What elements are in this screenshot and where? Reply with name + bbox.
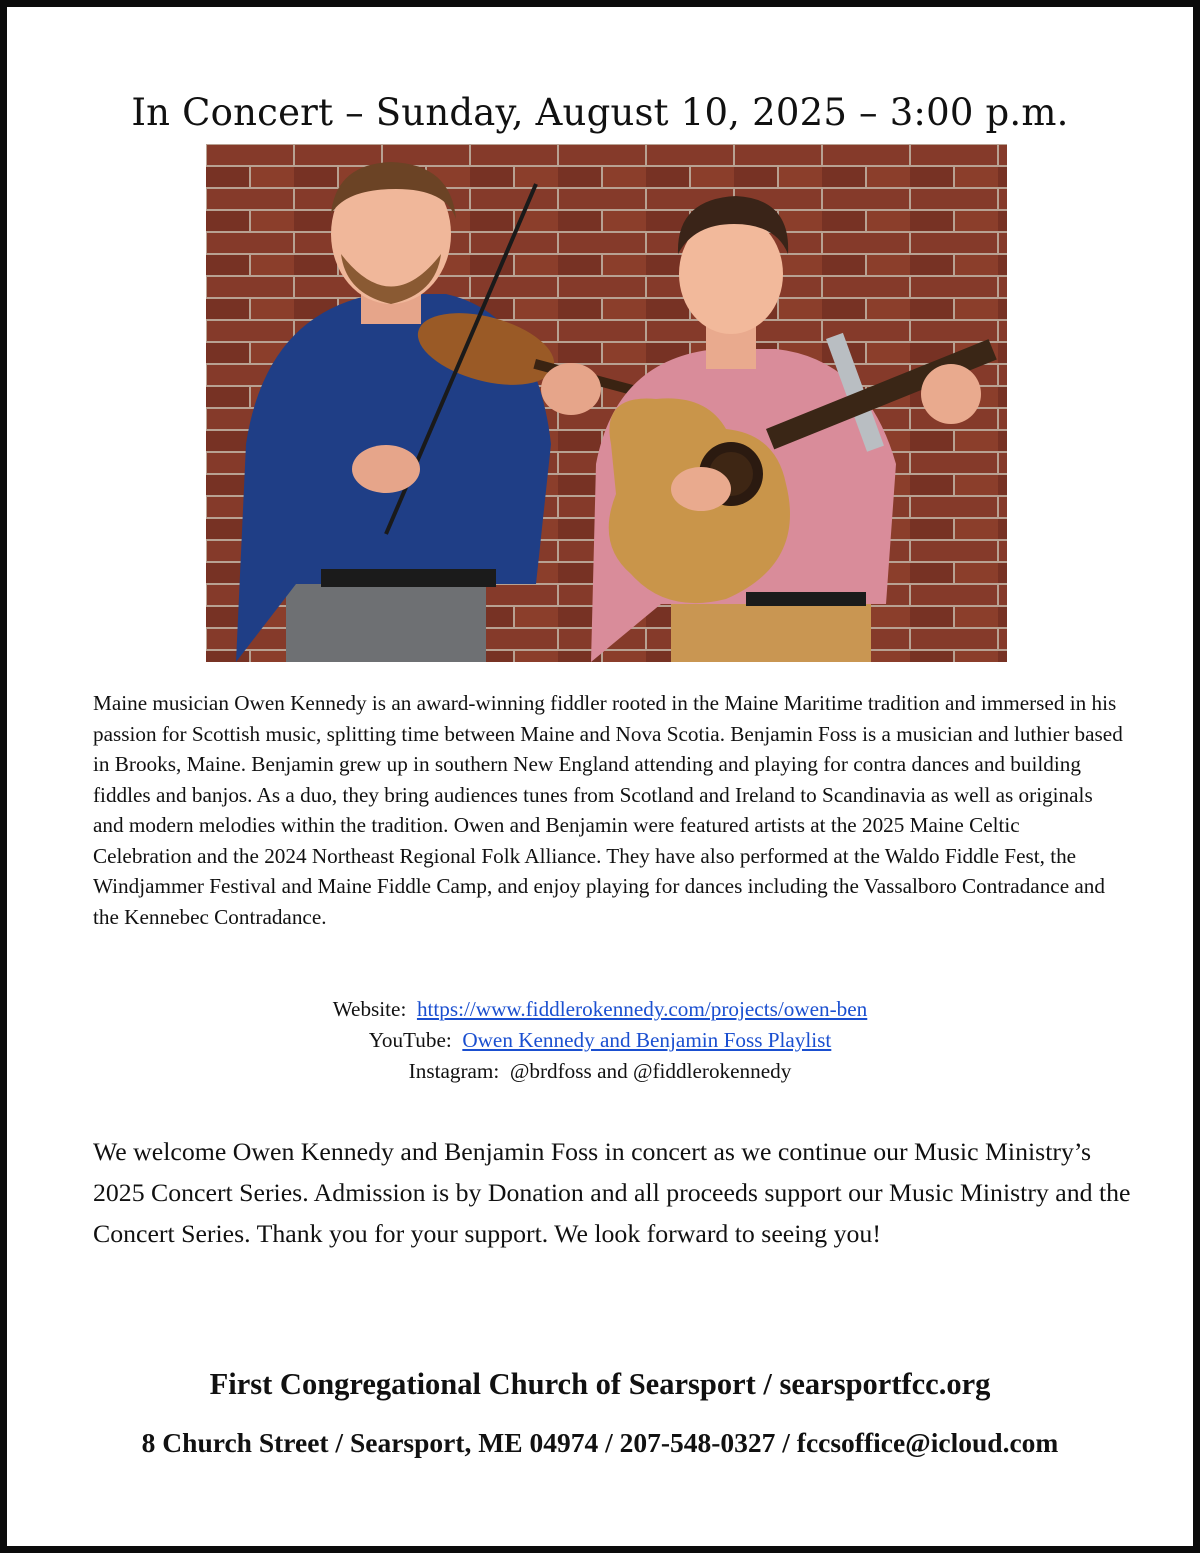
instagram-row bbox=[7, 1056, 1193, 1087]
website-row bbox=[7, 994, 1193, 1025]
duo-musicians-photo bbox=[206, 144, 1007, 662]
church-name-line: First Congregational Church of Searsport / searsportfcc.org bbox=[209, 1367, 991, 1401]
instagram-handles: @brdfoss and @fiddlerokennedy bbox=[509, 1059, 792, 1083]
instagram-label: Instagram: bbox=[408, 1059, 500, 1083]
website-label: Website: bbox=[332, 997, 407, 1021]
youtube-link[interactable]: Owen Kennedy and Benjamin Foss Playlist bbox=[462, 1028, 832, 1052]
youtube-row bbox=[7, 1025, 1193, 1056]
links-block bbox=[7, 994, 1193, 1087]
youtube-label: YouTube: bbox=[368, 1028, 452, 1052]
website-link[interactable]: https://www.fiddlerokennedy.com/projects/owen-ben bbox=[416, 997, 868, 1021]
page-title: In Concert – Sunday, August 10, 2025 – 3:00 p.m. bbox=[131, 91, 1069, 134]
biography-paragraph: Maine musician Owen Kennedy is an award-winning fiddler rooted in the Maine Maritime tradition and immersed in his passion for Scottish music, splitting time between Maine and Nova Scotia. Benjamin Foss is a musician and luthier based in Brooks, Maine. Benjamin grew up in southern New England attending and playing for contra dances and building fiddles and banjos. As a duo, they bring audiences tunes from Scotland and Ireland to Scandinavia as well as originals and modern melodies within the tradition. Owen and Benjamin were featured artists at the 2025 Maine Celtic Celebration and the 2024 Northeast Regional Folk Alliance. They have also performed at the Waldo Fiddle Fest, the Windjammer Festival and Maine Fiddle Camp, and enjoy playing for dances including the Vassalboro Contradance and the Kennebec Contradance. bbox=[93, 691, 1123, 929]
church-address-line: 8 Church Street / Searsport, ME 04974 / 207-548-0327 / fccsoffice@icloud.com bbox=[141, 1427, 1059, 1458]
photo-illustration bbox=[206, 144, 1007, 662]
welcome-paragraph: We welcome Owen Kennedy and Benjamin Foss in concert as we continue our Music Ministry’s 2025 Concert Series. Admission is by Donation and all proceeds support our Music Ministry and the Concert Series. Thank you for your support. We look forward to seeing you! bbox=[93, 1137, 1131, 1248]
